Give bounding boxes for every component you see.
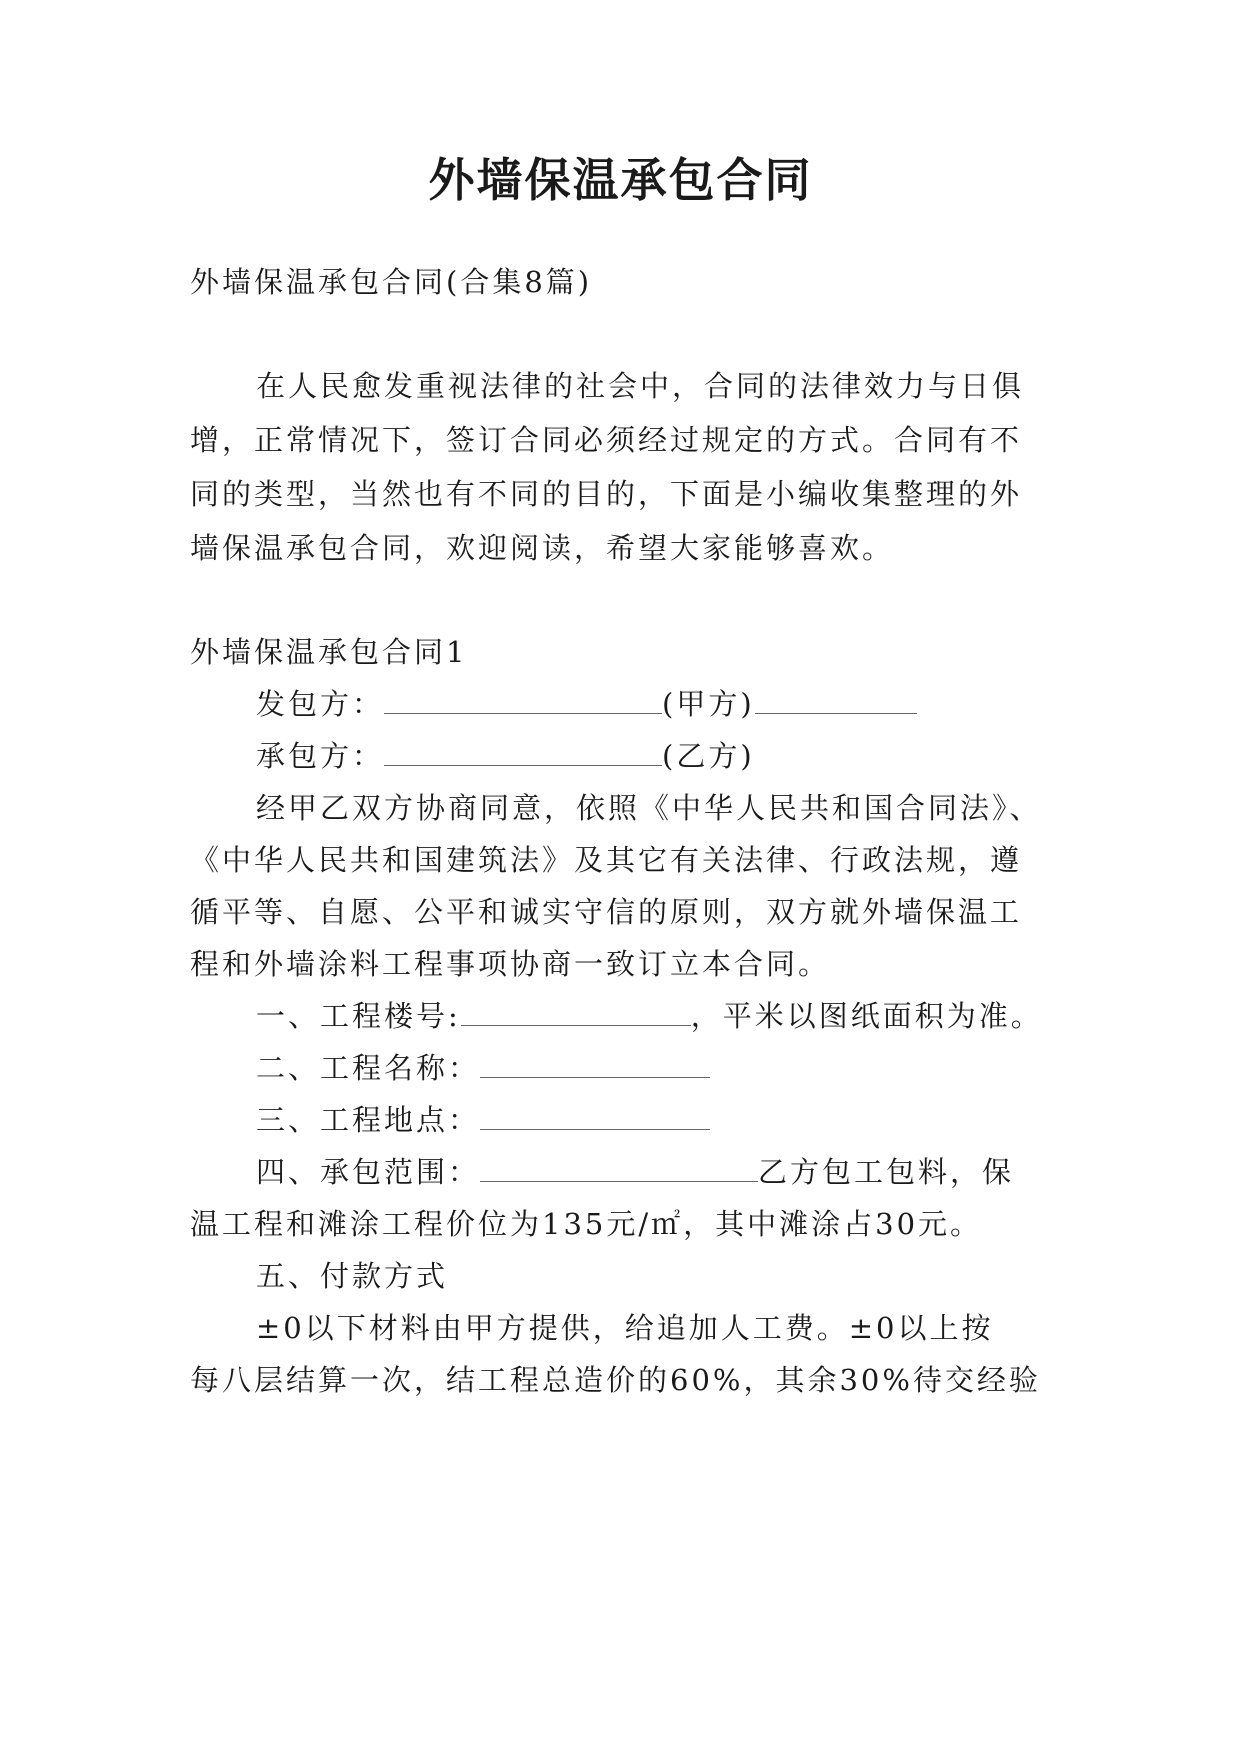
item3-label: 三、工程地点： xyxy=(256,1103,481,1137)
preamble-line: 程和外墙涂料工程事项协商一致订立本合同。 xyxy=(190,947,831,981)
item-contract-scope xyxy=(256,1152,1014,1192)
intro-line: 在人民愈发重视法律的社会中，合同的法律效力与日俱 xyxy=(256,369,1025,403)
item-building-number xyxy=(256,996,1043,1036)
item4-label: 四、承包范围： xyxy=(256,1155,481,1189)
item3-blank xyxy=(480,1103,710,1130)
item4-suffix: 乙方包工包料，保 xyxy=(758,1155,1015,1189)
preamble-line: 《中华人民共和国建筑法》及其它有关法律、行政法规，遵 xyxy=(190,843,1023,877)
party-b-suffix: (乙方) xyxy=(662,739,755,773)
item2-blank xyxy=(480,1051,710,1078)
item2-label: 二、工程名称： xyxy=(256,1051,481,1085)
party-b-line xyxy=(256,736,755,776)
intro-line: 同的类型，当然也有不同的目的，下面是小编收集整理的外 xyxy=(190,477,1023,511)
section-title: 外墙保温承包合同1 xyxy=(190,635,468,669)
item1-blank xyxy=(461,999,691,1026)
item-project-location xyxy=(256,1100,710,1140)
item4-blank xyxy=(480,1155,758,1182)
payment-line: ±0以下材料由甲方提供，给追加人工费。±0以上按 xyxy=(256,1311,994,1345)
party-b-blank xyxy=(384,739,662,766)
preamble-line: 经甲乙双方协商同意，依照《中华人民共和国合同法》、 xyxy=(256,791,1042,825)
intro-line: 增，正常情况下，签订合同必须经过规定的方式。合同有不 xyxy=(190,423,1023,457)
document-title: 外墙保温承包合同 xyxy=(428,153,813,207)
payment-line: 每八层结算一次，结工程总造价的60%，其余30%待交经验 xyxy=(190,1363,1041,1397)
party-a-blank xyxy=(384,687,662,714)
item-project-name xyxy=(256,1048,710,1088)
item1-label: 一、工程楼号: xyxy=(256,999,461,1033)
party-a-suffix: (甲方) xyxy=(662,687,755,721)
item-contract-scope-cont: 温工程和滩涂工程价位为135元/㎡，其中滩涂占30元。 xyxy=(190,1207,983,1241)
party-a-line xyxy=(256,684,917,724)
item-payment-method: 五、付款方式 xyxy=(256,1259,449,1293)
item1-suffix: ，平米以图纸面积为准。 xyxy=(690,999,1043,1033)
party-a-label: 发包方： xyxy=(256,687,385,721)
intro-line: 墙保温承包合同，欢迎阅读，希望大家能够喜欢。 xyxy=(190,531,895,565)
party-b-label: 承包方： xyxy=(256,739,385,773)
party-a-extra-blank xyxy=(755,687,917,714)
document-subtitle: 外墙保温承包合同(合集8篇) xyxy=(190,265,593,299)
preamble-line: 循平等、自愿、公平和诚实守信的原则，双方就外墙保温工 xyxy=(190,895,1023,929)
